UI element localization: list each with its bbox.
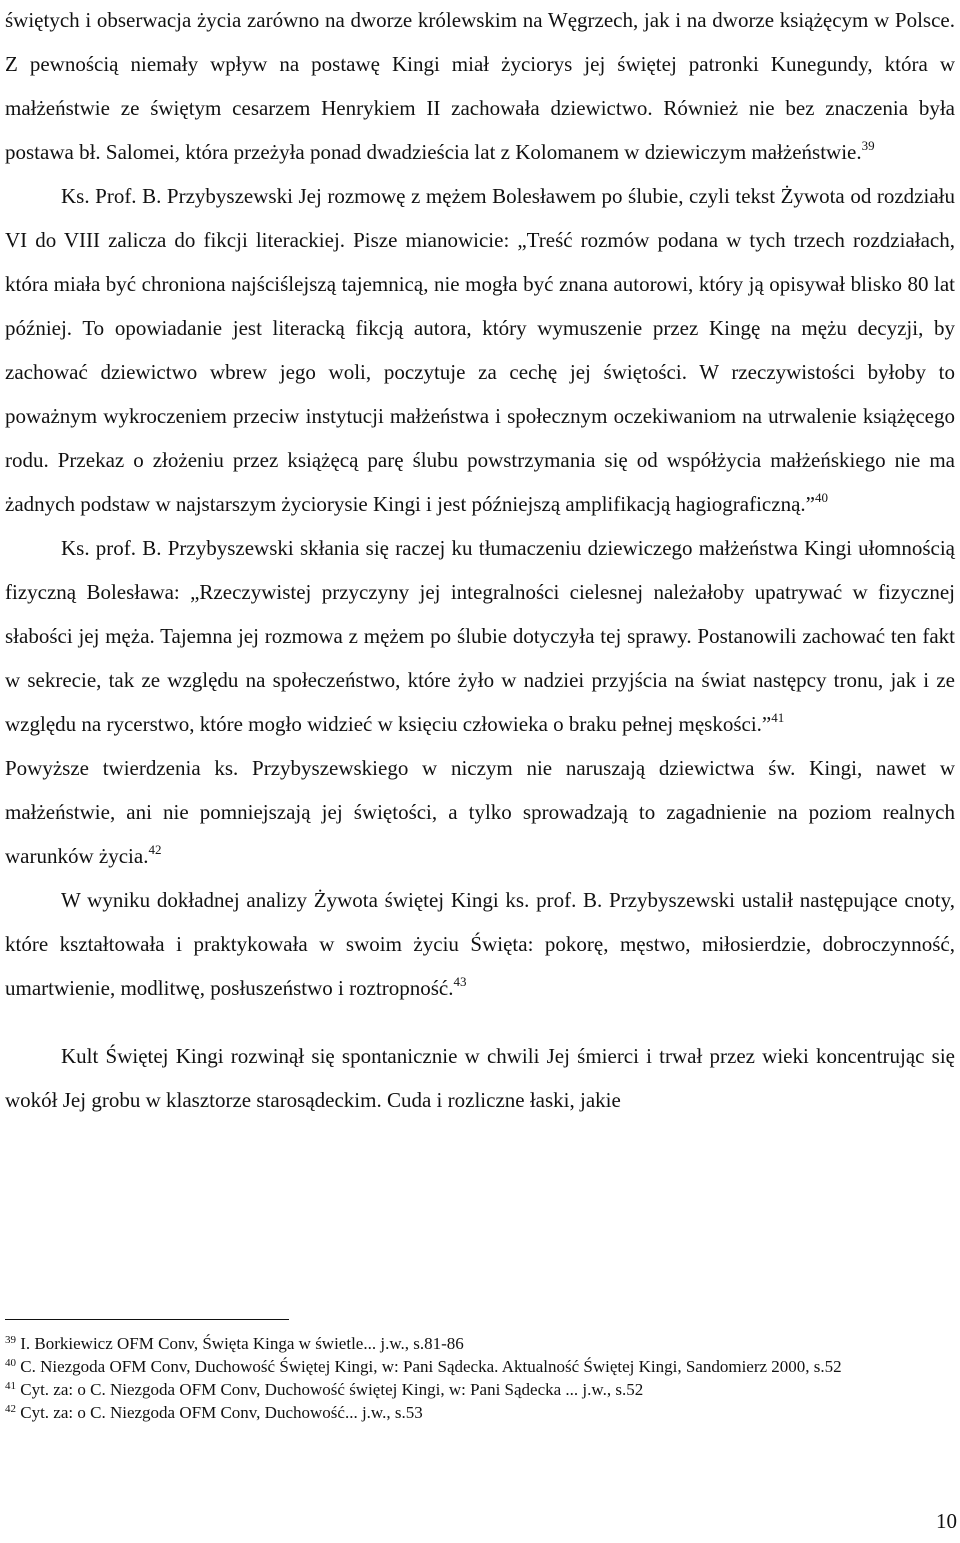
footnote-39 [5, 1332, 955, 1355]
paragraph-5: W wyniku dokładnej analizy Żywota świętej Kingi ks. prof. B. Przybyszewski ustalił następujące cnoty, które kształtowała i praktykowała w swoim życiu Święta: pokorę, męstwo, miłosierdzie, dobroczynność, umartwienie, modlitwę, posłuszeństwo i roztropność.$^{43}$ [5, 888, 955, 1000]
page-number: 10 [936, 1509, 957, 1533]
footnote-40 [5, 1355, 955, 1378]
footnote-ref-41[interactable]: 41 [771, 710, 785, 725]
footnote-number: 42 [5, 1403, 16, 1415]
footnote-text: Cyt. za: o C. Niezgoda OFM Conv, Duchowość świętej Kingi, w: Pani Sądecka ... j.w., s.52 [20, 1380, 644, 1399]
footnote-text: I. Borkiewicz OFM Conv, Święta Kinga w świetle... j.w., s.81-86 [20, 1334, 464, 1353]
paragraph-4: Powyższe twierdzenia ks. Przybyszewskiego w niczym nie naruszają dziewictwa św. Kingi, nawet w małżeństwie, ani nie pomniejszają jej świętości, a tylko sprowadzają to zagadnienie na poziom realnych warunków życia.$^{42}$ [5, 756, 955, 868]
footnote-number: 39 [5, 1334, 16, 1346]
paragraph-1: świętych i obserwacja życia zarówno na dworze królewskim na Węgrzech, jak i na dworze książęcym w Polsce. Z pewnością niemały wpływ na postawę Kingi miał życiorys jej świętej patronki Kunegundy, która w małżeństwie ze świętym cesarzem Henrykiem II zachowała dziewictwo. Również nie bez znaczenia była postawa bł. Salomei, która przeżyła ponad dwadzieścia lat z Kolomanem w dziewiczym małżeństwie.$^{39}$ [5, 8, 955, 164]
footnote-text: Cyt. za: o C. Niezgoda OFM Conv, Duchowość... j.w., s.53 [20, 1403, 423, 1422]
footnote-ref-40[interactable]: 40 [814, 490, 828, 505]
footnote-41 [5, 1378, 955, 1401]
paragraph-3: Ks. prof. B. Przybyszewski skłania się raczej ku tłumaczeniu dziewiczego małżeństwa Kingi ułomnością fizyczną Bolesława: „Rzeczywistej przyczyny jej integralności cielesnej należałoby upatrywać w fizycznej słabości jej męża. Tajemna jej rozmowa z mężem po ślubie dotyczyła tej sprawy. Postanowili zachować ten fakt w sekrecie, tak ze względu na społeczeństwo, które żyło w nadziei przyjścia na świat następcy tronu, jak i ze względu na rycerstwo, które mogło widzieć w księciu człowieka o braku pełnej męskości.”$^{41}$ [5, 536, 955, 736]
footnote-separator [5, 1319, 289, 1320]
footnote-ref-43[interactable]: 43 [453, 974, 467, 989]
footnote-text: C. Niezgoda OFM Conv, Duchowość Świętej Kingi, w: Pani Sądecka. Aktualność Świętej Kingi, Sandomierz 2000, s.52 [20, 1357, 842, 1376]
paragraph-6: Kult Świętej Kingi rozwinął się spontanicznie w chwili Jej śmierci i trwał przez wieki koncentrując się wokół Jej grobu w klasztorze starosądeckim. Cuda i rozliczne łaski, jakie [5, 1044, 955, 1112]
paragraph-2: Ks. Prof. B. Przybyszewski Jej rozmowę z mężem Bolesławem po ślubie, czyli tekst Żywota od rozdziału VI do VIII zalicza do fikcji literackiej. Pisze mianowicie: „Treść rozmów podana w tych trzech rozdziałach, która miała być chroniona najściślejszą tajemnicą, nie mogła być znana autorowi, który ją opisywał blisko 80 lat później. To opowiadanie jest literacką fikcją autora, który wymuszenie przez Kingę na mężu decyzji, by zachować dziewictwo wbrew jego woli, poczytuje za cechę jej świętości. W rzeczywistości byłoby to poważnym wykroczeniem przeciw instytucji małżeństwa i społecznym oczekiwaniom na utrwalenie książęcego rodu. Przekaz o złożeniu przez książęcą parę ślubu powstrzymania się od współżycia małżeńskiego nie ma żadnych podstaw w najstarszym życiorysie Kingi i jest późniejszą amplifikacją hagiograficzną.”$^{40}$ [5, 184, 955, 516]
footnote-number: 40 [5, 1357, 16, 1369]
footnote-ref-39[interactable]: 39 [861, 138, 875, 153]
footnote-42 [5, 1401, 955, 1424]
footnote-ref-42[interactable]: 42 [148, 842, 162, 857]
footnotes [5, 1332, 955, 1424]
footnote-number: 41 [5, 1380, 16, 1392]
body-text [5, 0, 955, 1122]
